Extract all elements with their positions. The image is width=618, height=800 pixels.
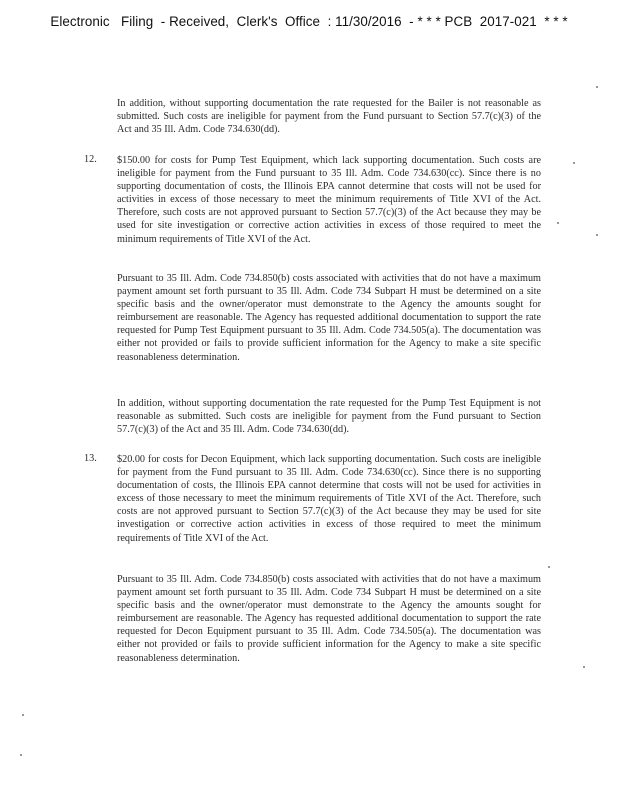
scan-speck — [573, 162, 575, 164]
item-number-12: 12. — [84, 154, 97, 165]
item-number-13: 13. — [84, 453, 97, 464]
scan-speck — [557, 222, 559, 224]
paragraph-pump-test-reasonableness: Pursuant to 35 Ill. Adm. Code 734.850(b) costs associated with activities that do not have a maximum payment amount set forth pursuant to 35 Ill. Adm. Code 734 Subpart H must be determined on a site specific basis and the owner/operator must demonstrate to the Agency the amounts sought for reimbursement are reasonable. The Agency has requested additional documentation to support the rate requested for Pump Test Equipment pursuant to 35 Ill. Adm. Code 734.505(a). The documentation was either not provided or fails to provide sufficient information for the Agency to make a site specific reasonableness determination. — [117, 273, 541, 363]
scan-speck — [596, 86, 598, 88]
paragraph-pump-test-addition: In addition, without supporting documentation the rate requested for the Pump Test Equipment is not reasonable as submitted. Such costs are ineligible for payment from the Fund pursuant to Section 57.7(c)(3) of the Act and 35 Ill. Adm. Code 734.630(dd). — [117, 398, 541, 436]
paragraph-bailer-addition: In addition, without supporting documentation the rate requested for the Bailer is not reasonable as submitted. Such costs are ineligible for payment from the Fund pursuant to Section 57.7(c)(3) of the Act and 35 Ill. Adm. Code 734.630(dd). — [117, 98, 541, 136]
paragraph-pump-test-costs: $150.00 for costs for Pump Test Equipment, which lack supporting documentation. Such costs are ineligible for payment from the Fund pursuant to 35 Ill. Adm. Code 734.630(cc). Since there is no supporting documentation of costs, the Illinois EPA cannot determine that costs will not be used for activities in excess of those necessary to meet the minimum requirements of Title XVI of the Act. Therefore, such costs are not approved pursuant to Section 57.7(c)(3) of the Act because they may be used for site investigation or corrective action activities in excess of those required to meet the minimum requirements of Title XVI of the Act. — [117, 155, 541, 245]
scan-speck — [22, 714, 24, 716]
paragraph-decon-reasonableness: Pursuant to 35 Ill. Adm. Code 734.850(b) costs associated with activities that do not have a maximum payment amount set forth pursuant to 35 Ill. Adm. Code 734 Subpart H must be determined on a site specific basis and the owner/operator must demonstrate to the Agency the amounts sought for reimbursement are reasonable. The Agency has requested additional documentation to support the rate requested for Decon Equipment pursuant to 35 Ill. Adm. Code 734.505(a). The documentation was either not provided or fails to provide sufficient information for the Agency to make a site specific reasonableness determination. — [117, 574, 541, 664]
paragraph-decon-costs: $20.00 for costs for Decon Equipment, which lack supporting documentation. Such costs are ineligible for payment from the Fund pursuant to 35 Ill. Adm. Code 734.630(cc). Since there is no supporting documentation of costs, the Illinois EPA cannot determine that costs will not be used for activities in excess of those necessary to meet the minimum requirements of Title XVI of the Act. Therefore, such costs are not approved pursuant to Section 57.7(c)(3) of the Act because they may be used for site investigation or corrective action activities in excess of those required to meet the minimum requirements of Title XVI of the Act. — [117, 454, 541, 544]
electronic-filing-header: Electronic Filing - Received, Clerk's Office : 11/30/2016 - * * * PCB 2017-021 * * * — [50, 14, 568, 29]
scan-speck — [548, 566, 550, 568]
scan-speck — [20, 754, 22, 756]
scan-speck — [583, 666, 585, 668]
scan-speck — [596, 234, 598, 236]
